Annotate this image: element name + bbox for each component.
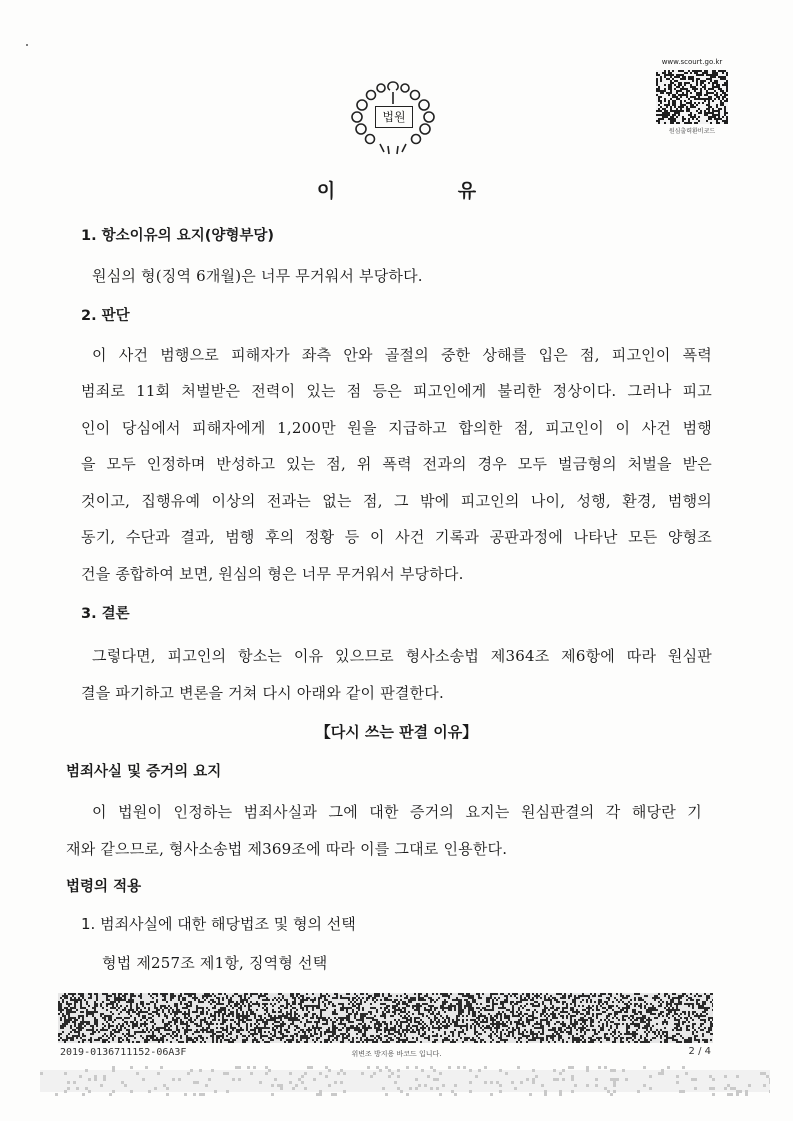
scan-smudge — [40, 1066, 770, 1096]
document-id: 2019-0136711152-06A3F — [60, 1047, 187, 1058]
section-2-line: 범죄로 11회 처벌받은 전력이 있는 점 등은 피고인에게 불리한 정상이다. 그러나 피고 — [81, 382, 712, 400]
section-2-line: 인이 당심에서 피해자에게 1,200만 원을 지급하고 합의한 점, 피고인이 이 사건 범행 — [81, 419, 712, 437]
law-item-1-body: 형법 제257조 제1항, 징역형 선택 — [102, 954, 328, 972]
section-2-line: 동기, 수단과 결과, 범행 후의 정황 등 이 사건 기록과 공판과정에 나타난 모든 양형조 — [81, 528, 712, 546]
section-1-heading: 1. 항소이유의 요지(양형부당) — [81, 228, 275, 244]
barcode-noise-icon — [58, 993, 713, 1043]
section-2-line: 을 모두 인정하며 반성하고 있는 점, 위 폭력 전과의 경우 모두 벌금형의 처벌을 받은 — [81, 455, 712, 473]
facts-line: 이 법원이 인정하는 범죄사실과 그에 대한 증거의 요지는 원심판결의 각 해당란 기 — [92, 803, 702, 821]
law-item-1: 1. 범죄사실에 대한 해당법조 및 형의 선택 — [81, 915, 356, 933]
verify-url: www.scourt.go.kr — [661, 58, 723, 66]
qr-code-icon — [656, 70, 728, 124]
section-2-line: 건을 종합하여 보면, 원심의 형은 너무 무거워서 부당하다. — [81, 565, 464, 583]
section-2-line: 것이고, 집행유예 이상의 전과는 없는 점, 그 밖에 피고인의 나이, 성행, 환경, 범행의 — [81, 492, 712, 510]
anti-forgery-barcode — [58, 993, 713, 1043]
facts-line: 재와 같으므로, 형사소송법 제369조에 따라 이를 그대로 인용한다. — [66, 840, 508, 858]
section-3-heading: 3. 결론 — [81, 606, 130, 622]
page-title: 이 유 — [316, 180, 535, 202]
section-3-line: 결을 파기하고 변론을 거쳐 다시 아래와 같이 판결한다. — [81, 684, 444, 702]
scan-speck — [26, 44, 28, 46]
court-emblem — [344, 76, 442, 156]
law-heading: 법령의 적용 — [66, 879, 142, 895]
section-1-body: 원심의 형(징역 6개월)은 너무 무거워서 부당하다. — [92, 267, 423, 285]
smudge-texture-icon — [40, 1066, 770, 1096]
page-number: 2 / 4 — [688, 1046, 711, 1057]
section-2-heading: 2. 판단 — [81, 308, 130, 324]
rewrite-heading: 【다시 쓰는 판결 이유】 — [315, 723, 478, 741]
forgery-note: 위변조 방지용 바코드 입니다. — [351, 1050, 442, 1058]
emblem-label: 법원 — [375, 106, 413, 128]
facts-heading: 범죄사실 및 증거의 요지 — [66, 764, 222, 780]
qr-code — [656, 70, 728, 124]
section-3-line: 그렇다면, 피고인의 항소는 이유 있으므로 형사소송법 제364조 제6항에 따라 원심판 — [92, 647, 712, 665]
qr-label: 원심출력환비코드 — [668, 128, 716, 135]
section-2-line: 이 사건 범행으로 피해자가 좌측 안와 골절의 중한 상해를 입은 점, 피고인이 폭력 — [92, 346, 712, 364]
